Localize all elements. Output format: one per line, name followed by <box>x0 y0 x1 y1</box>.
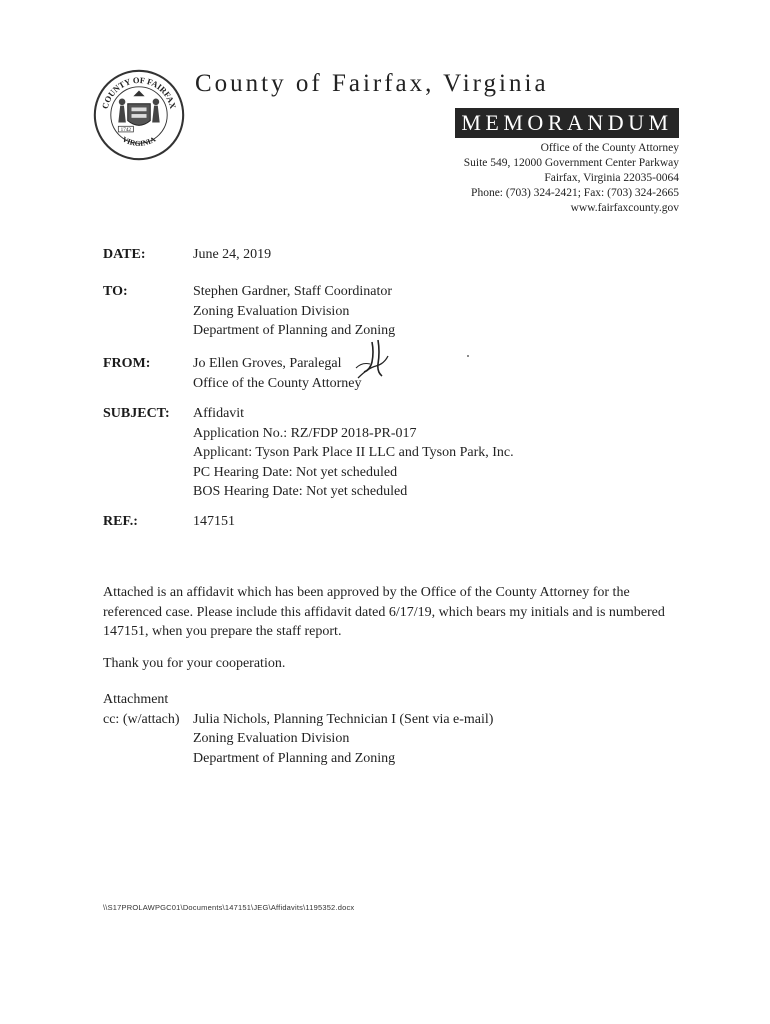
address-line: Fairfax, Virginia 22035-0064 <box>544 172 679 184</box>
seal-year: 1742 <box>120 126 131 133</box>
subject-line: PC Hearing Date: Not yet scheduled <box>193 464 398 480</box>
from-label: FROM: <box>103 356 151 371</box>
body-paragraph: Attached is an affidavit which has been approved by the Office of the County Attorney for the referenced case. Please include this affidavit dated 6/17/19, which bears my initials and is numbered 147151, when you prepare the staff report. <box>103 585 665 639</box>
to-line: Zoning Evaluation Division <box>193 303 350 319</box>
from-value <box>193 354 362 393</box>
cc-row <box>103 710 493 769</box>
ref-value <box>193 512 235 532</box>
attachment-label: Attachment <box>103 692 169 707</box>
cc-line: Julia Nichols, Planning Technician I (Sent via e-mail) <box>193 711 494 727</box>
handwritten-initials <box>352 338 392 384</box>
to-label: TO: <box>103 284 128 299</box>
ref-label: REF.: <box>103 514 138 529</box>
cc-prefix: cc: (w/attach) <box>103 711 180 727</box>
cc-lines <box>193 710 493 769</box>
subject-line: Application No.: RZ/FDP 2018-PR-017 <box>193 425 417 441</box>
date-line: June 24, 2019 <box>193 247 272 262</box>
to-line: Department of Planning and Zoning <box>193 323 396 338</box>
cc-line: Department of Planning and Zoning <box>193 750 396 766</box>
subject-line: Applicant: Tyson Park Place II LLC and Tyson Park, Inc. <box>193 445 514 460</box>
subject-line: Affidavit <box>193 406 245 421</box>
svg-text:VIRGINIA <box>121 134 158 148</box>
attachment-block <box>103 690 493 768</box>
county-title: County of Fairfax, Virginia <box>195 70 549 97</box>
from-line: Office of the County Attorney <box>193 375 362 391</box>
address-line: Phone: (703) 324-2421; Fax: (703) 324-2665 <box>471 187 679 199</box>
address-line: Office of the County Attorney <box>540 142 679 154</box>
from-line: Jo Ellen Groves, Paralegal <box>193 356 342 371</box>
subject-value <box>193 404 514 502</box>
to-line: Stephen Gardner, Staff Coordinator <box>193 284 393 299</box>
scan-speck <box>467 355 469 357</box>
to-value <box>193 282 395 341</box>
footer-file-path: \\S17PROLAWPGC01\Documents\147151\JEG\Affidavits\1195352.docx <box>103 903 355 912</box>
date-label: DATE: <box>103 247 146 262</box>
address-line: Suite 549, 12000 Government Center Parkway <box>463 157 679 169</box>
cc-line: Zoning Evaluation Division <box>193 731 350 746</box>
subject-label: SUBJECT: <box>103 406 170 421</box>
thanks-paragraph: Thank you for your cooperation. <box>103 656 286 671</box>
seal-top-text: COUNTY OF FAIRFAX <box>99 74 179 110</box>
website-link[interactable]: www.fairfaxcounty.gov <box>570 202 679 214</box>
office-address <box>464 141 679 216</box>
memorandum-banner: MEMORANDUM <box>455 108 679 138</box>
county-seal <box>92 68 186 162</box>
seal-bottom-text: VIRGINIA <box>120 134 158 148</box>
ref-line: 147151 <box>193 514 235 529</box>
subject-line: BOS Hearing Date: Not yet scheduled <box>193 484 408 499</box>
date-value <box>193 245 271 265</box>
